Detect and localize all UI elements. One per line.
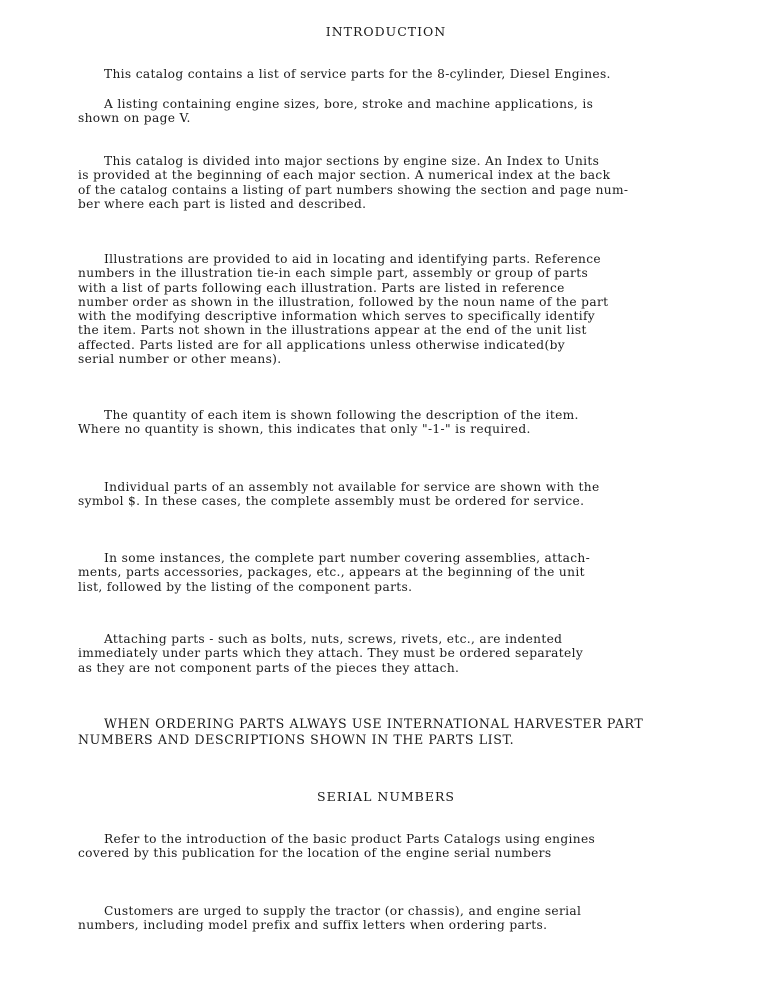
ordering-notice: WHEN ORDERING PARTS ALWAYS USE INTERNATIONAL HARVESTER PART NUMBERS AND DESCRIPTIONS SHOWN IN THE PARTS LIST. [78, 716, 644, 747]
page-title: INTRODUCTION [325, 24, 447, 39]
paragraph-catalog-sections: This catalog is divided into major sections by engine size. An Index to Units is provided at the beginning of each major section. A numerical index at the back of the catalog contains a listing of part numbers showing the section and page num- ber where each part is listed and described. [78, 154, 629, 211]
paragraph-serial-location: Refer to the introduction of the basic product Parts Catalogs using engines covered by this publication for the location of the engine serial numbers [78, 832, 596, 861]
section-title-serial-numbers: SERIAL NUMBERS [317, 789, 455, 804]
paragraph-attaching-parts: Attaching parts - such as bolts, nuts, screws, rivets, etc., are indented immediately under parts which they attach. They must be ordered separately as they are not component parts of the pieces they attach. [78, 632, 584, 675]
paragraph-illustrations: Illustrations are provided to aid in locating and identifying parts. Reference numbers in the illustration tie-in each simple part, assembly or group of parts with a list of parts following each illustration. Parts are listed in reference number order as shown in the illustration, followed by the noun name of the part with the modifying descriptive information which serves to specifically identify the item. Parts not shown in the illustrations appear at the end of the unit list affected. Parts listed are for all applications unless otherwise indicated(by serial number or other means). [78, 252, 609, 367]
paragraph-serial-customers: Customers are urged to supply the tractor (or chassis), and engine serial numbers, including model prefix and suffix letters when ordering parts. [78, 904, 582, 933]
paragraph-part-numbers: In some instances, the complete part number covering assemblies, attach- ments, parts accessories, packages, etc., appears at the beginning of the unit list, followed by the listing of the component parts. [78, 551, 591, 594]
paragraph-engine-listing: A listing containing engine sizes, bore, stroke and machine applications, is shown on page V. [78, 97, 594, 126]
paragraph-catalog-contents: This catalog contains a list of service parts for the 8-cylinder, Diesel Engines. [104, 67, 611, 81]
paragraph-quantity: The quantity of each item is shown following the description of the item. Where no quantity is shown, this indicates that only "-1-" is required. [78, 408, 579, 437]
paragraph-assembly-parts: Individual parts of an assembly not available for service are shown with the symbol $. In these cases, the complete assembly must be ordered for service. [78, 480, 600, 509]
